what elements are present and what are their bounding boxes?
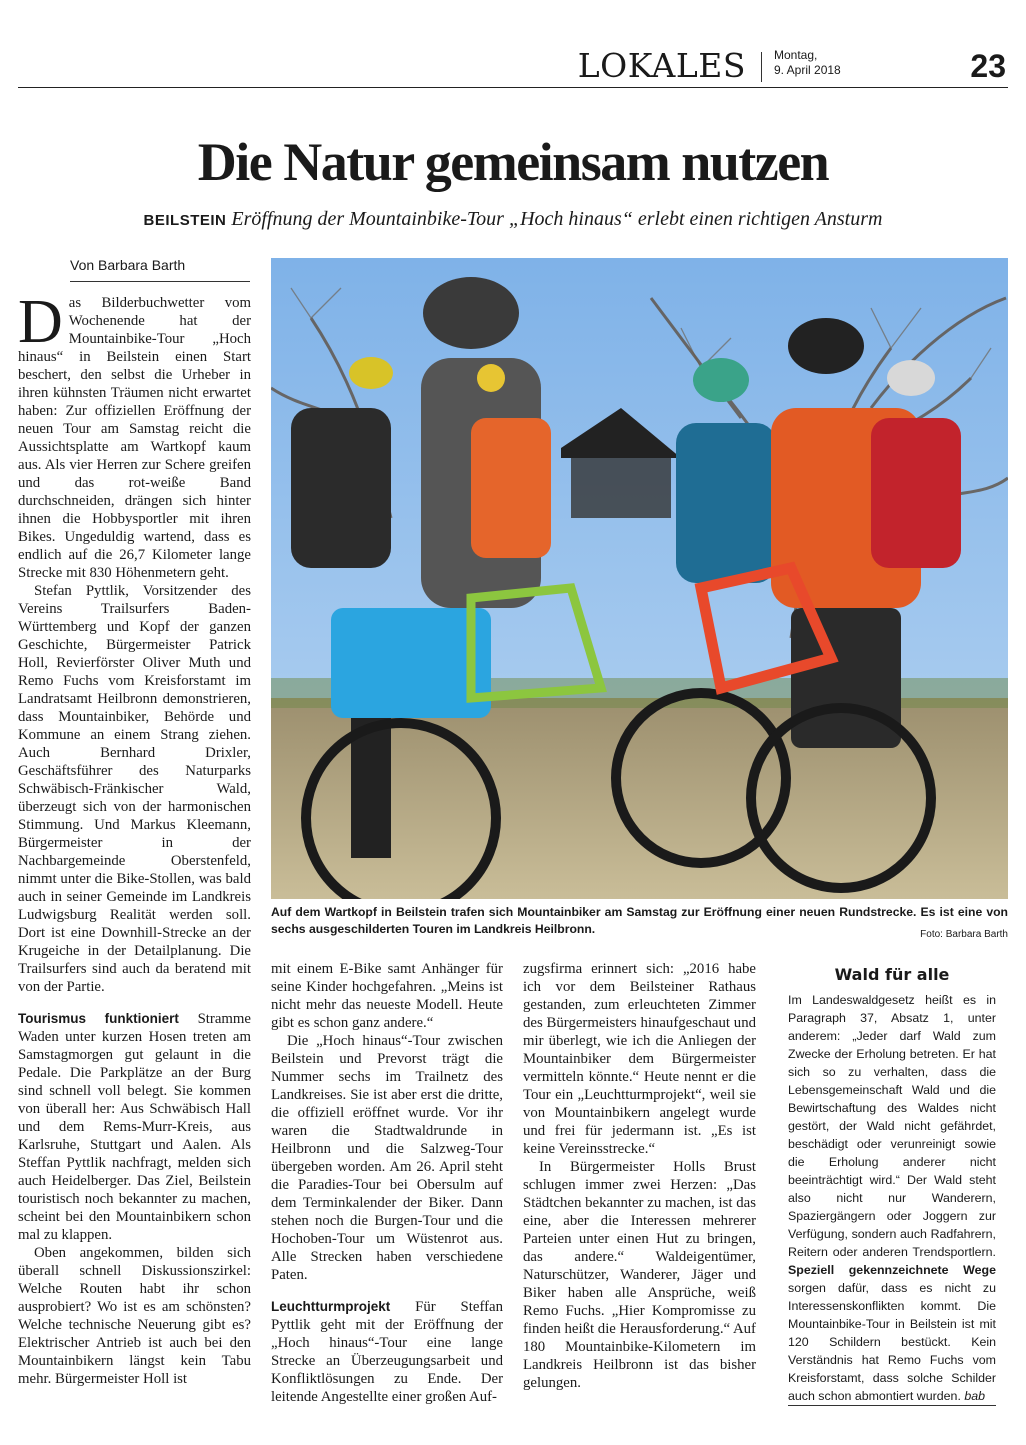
info-box-text (788, 991, 996, 1405)
info-box-text-2: sorgen dafür, dass es nicht zu Interessenskonflikten kommt. Die Mountainbike-Tour in Beilstein ist mit 120 Schildern bestückt. Kein Verständnis hat Remo Fuchs vom Kreisforstamt, dass solche Schilder auch schon abmontiert wurden. (788, 1281, 996, 1403)
mountainbikers-photo (271, 258, 1008, 899)
info-box-emphasis: Speziell gekennzeichnete Wege (788, 1263, 996, 1277)
paragraph: mit einem E-Bike samt Anhänger für seine Kinder hochgefahren. „Meins ist nicht mehr das neueste Modell. Heute gibt es schon ganz andere.“ (271, 961, 503, 1031)
issue-date (774, 48, 841, 78)
paragraph-text: Stramme Waden unter kurzen Hosen treten am Samstagmorgen gut gelaunt in die Pedale. Die Parkplätze an der Burg sind schnell voll belegt. Sie kommen von überall her: Aus Schwäbisch Hall und dem Rems-Murr-Kreis, aus Karlsruhe, Stuttgart und Aalen. Als Steffan Pyttlik nachfragt, melden sich auch Heidelberger. Das Ziel, Beilstein touristisch noch bekannter zu machen, scheint bei den Mountainbikern schon mal zu klappen. (18, 1011, 251, 1243)
dateline-kicker: BEILSTEIN (143, 212, 227, 229)
info-box-text-1: Im Landeswaldgesetz heißt es in Paragraph 37, Absatz 1, unter anderem: „Jeder darf Wald zum Zwecke der Erholung betreten. Er hat sich so zu verhalten, dass die Lebensgemeinschaft Wald und die Bewirtschaftung des Waldes nicht gestört, der Wald nicht gefährdet, beschädigt oder verunreinigt sowie die Erholung anderer nicht beeinträchtigt wird.“ Der Wald steht also nicht nur Wanderern, Spaziergängern oder Joggern zur Verfügung, sondern auch Radfahrern, Reitern oder anderen Trendsportlern. (788, 993, 996, 1259)
lead-paragraph (18, 288, 251, 582)
paragraph-with-subhead (18, 1010, 251, 1244)
subheadline-text: Eröffnung der Mountainbike-Tour „Hoch hinaus“ erlebt einen richtigen Ansturm (231, 208, 883, 230)
article-photo (271, 258, 1008, 899)
page-number: 23 (970, 48, 1006, 84)
byline: Von Barbara Barth (70, 257, 186, 273)
paragraph-with-subhead (271, 1298, 503, 1406)
page-header (18, 44, 1008, 88)
subheadline (0, 206, 1026, 234)
paragraph: zugsfirma erinnert sich: „2016 habe ich vor dem Beilsteiner Rathaus gestanden, zum erleuchteten Zimmer des Bürgermeisters hinaufgeschaut und mir überlegt, wie ich die Anliegen der Mountainbiker dem Bürgermeister vermitteln könnte.“ Heute nennt er die Tour ein „Leuchtturmprojekt“, weil sie von Mountainbikern angelegt wurde und frei für jedermann ist. „Es ist keine Vereinsstrecke.“ (523, 961, 756, 1157)
lead-text: as Bilderbuchwetter vom Wochenende hat der Mountainbike-Tour „Hoch hinaus“ in Beilstein einen Start beschert, den selbst die Urheber in ihren kühnsten Träumen nicht erwartet haben: Zur offiziellen Eröffnung der neuen Tour am Samstag reicht die Aussichtsplatte am Wartkopf kaum aus. Als vier Herren zur Schere greifen und das rot-weiße Band durchschneiden, drängen sich hinter ihnen die Hobbysportler mit ihren Bikes. Ungeduldig wartend, dass es endlich auf die 26,7 Kilometer lange Strecke mit 830 Höhenmetern geht. (18, 295, 251, 581)
paragraph: Stefan Pyttlik, Vorsitzender des Vereins Trailsurfers Baden-Württemberg und Kopf der ganzen Geschichte, Bürgermeister Patrick Holl, Revierförster Oliver Muth und Remo Fuchs vom Kreisforstamt im Landratsamt Heilbronn demonstrieren, dass Mountainbiker, Behörde und Kommune an einem Strang ziehen. Auch Bernhard Drixler, Geschäftsführer des Naturparks Schwäbisch-Fränkischer Wald, überzeugt sich von der harmonischen Stimmung. Und Markus Kleemann, Bürgermeister in der Nachbargemeinde Oberstenfeld, nimmt unter die Bike-Stollen, was bald auch in seiner Gemeinde im Landkreis Ludwigsburg Realität werden soll. Dort ist eine Downhill-Strecke an der Krugeiche in der Detailplanung. Die Trailsurfers sind auch da beratend mit von der Partie. (18, 583, 251, 995)
article-column-3 (523, 960, 756, 1392)
subhead-tourismus: Tourismus funktioniert (18, 1011, 179, 1026)
drop-cap: D (18, 288, 63, 356)
paragraph: In Bürgermeister Holls Brust schlugen immer zwei Herzen: „Das Städtchen bekannter zu machen, ist das eine, aber die Interessen mehrerer Parteien unter einen Hut zu bringen, das andere.“ Waldeigentümer, Naturschützer, Wanderer, Jäger und Biker haben alle Ansprüche, weiß Remo Fuchs. „Hier Kompromisse zu finden heißt die Herausforderung.“ Auf 180 Mountainbike-Kilometern im Landkreis Heilbronn ist das bisher gelungen. (523, 1159, 756, 1391)
author-signature: bab (964, 1389, 986, 1403)
section-title: LOKALES (577, 46, 746, 85)
issue-day: 9. April 2018 (774, 63, 841, 77)
paragraph-text: Für Steffan Pyttlik geht mit der Eröffnung der „Hoch hinaus“-Tour eine lange Strecke an Überzeugungsarbeit und Konfliktlösungen zu Ende. Der leitende Angestellte einer großen Auf- (271, 1299, 503, 1405)
info-box-title: Wald für alle (834, 965, 950, 984)
paragraph: Oben angekommen, bilden sich überall schnell Diskussionszirkel: Welche Routen habt ihr schon ausprobiert? Wo ist es am schönsten? Welche technische Neuerung gibt es? Elektrischer Antrieb ist auch bei den Mountainbikern längst kein Tabu mehr. Bürgermeister Holl ist (18, 1245, 251, 1387)
headline: Die Natur gemeinsam nutzen (197, 132, 829, 192)
article-column-1 (18, 288, 251, 1388)
paragraph: Die „Hoch hinaus“-Tour zwischen Beilstein und Prevorst trägt die Nummer sechs im Trailnetz des Landkreises. Sie ist aber erst die dritte, die offiziell eröffnet wurde. Vor ihr waren die Stadtwaldrunde in Heilbronn und die Salzweg-Tour übergeben worden. Am 26. April steht die Paradies-Tour bei Obersulm auf dem Terminkalender der Biker. Dann stehen noch die Burgen-Tour und die Hochoben-Tour um Wüstenrot aus. Alle Strecken haben verschiedene Paten. (271, 1033, 503, 1283)
info-box (788, 963, 996, 1405)
issue-weekday: Montag, (774, 48, 818, 62)
header-divider (761, 52, 762, 82)
info-box-rule (788, 1405, 996, 1406)
photo-caption: Auf dem Wartkopf in Beilstein trafen sich Mountainbiker am Samstag zur Eröffnung einer neuen Rundstrecke. Es ist eine von sechs ausgeschilderten Touren im Landkreis Heilbronn. (271, 905, 1008, 936)
subhead-leuchtturmprojekt: Leuchtturmprojekt (271, 1299, 391, 1314)
photo-credit: Foto: Barbara Barth (920, 929, 1008, 940)
byline-rule (70, 281, 250, 282)
article-column-2 (271, 960, 503, 1406)
